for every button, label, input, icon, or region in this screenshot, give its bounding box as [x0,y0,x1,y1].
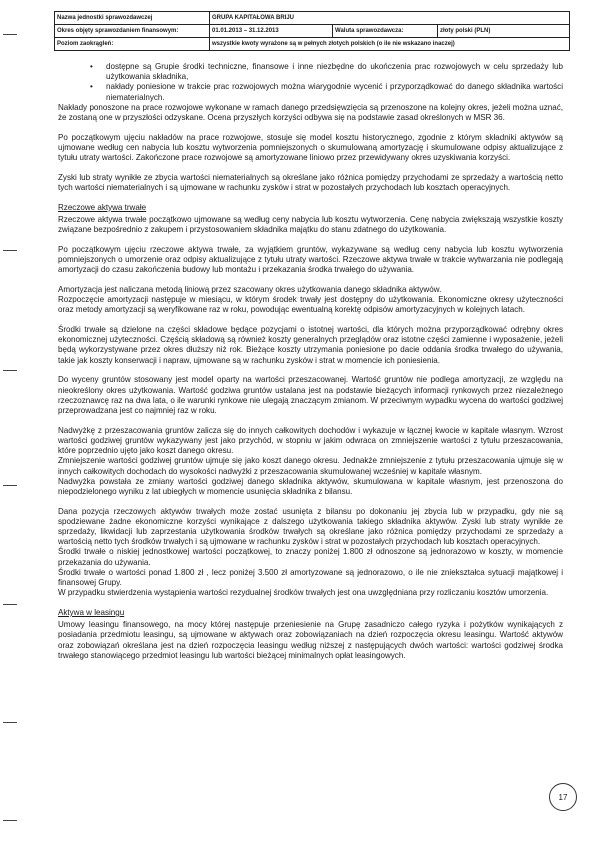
paragraph: Środki trwałe o wartości ponad 1.800 zł , lecz poniżej 3.500 zł amortyzowane są jednorazowo, o ile nie zniekształca sytuacji majątkowej i finansowej Grupy. [58,567,563,588]
rounding-label: Poziom zaokrągleń: [55,38,210,51]
entity-name-label: Nazwa jednostki sprawozdawczej [55,12,210,25]
currency-label: Waluta sprawozdawcza: [333,25,438,38]
section-heading-leased-assets: Aktywa w leasingu [58,607,125,617]
paragraph: Rzeczowe aktywa trwałe początkowo ujmowane są według ceny nabycia lub kosztu wytworzenia. Cenę nabycia zwiększają wszystkie koszty związane bezpośrednio z zakupem i przystosowaniem składnika majątku do stanu zdatnego do użytkowania. [58,214,563,235]
paragraph: Środki trwałe o niskiej jednostkowej wartości początkowej, to znaczy poniżej 1.800 zł odnoszone są jednorazowo w koszty, w momencie przekazania do używania. [58,547,563,567]
rounding-value: wszystkie kwoty wyrażone są w pełnych złotych polskich (o ile nie wskazano inaczej) [210,38,570,51]
paragraph: Umowy leasingu finansowego, na mocy której następuje przeniesienie na Grupę zasadniczo całego ryzyka i pożytków wynikających z posiadania przedmiotu leasingu, są ujmowane w aktywach oraz zobowiązaniach na dzień rozpoczęcia okresu leasingu. Wartość aktywów oraz zobowiązań określana jest na dzień rozpoczęcia leasingu według niższej z następujących dwóch wartości: wartości godziwej środka trwałego stanowiącego przedmiot leasingu lub wartości bieżącej minimalnych opłat leasingowych. [58,620,563,660]
binding-mark [3,820,17,821]
binding-mark [3,34,17,35]
page-number: 17 [549,783,577,811]
paragraph: Zyski lub straty wynikłe ze zbycia wartości niematerialnych są określane jako różnica pomiędzy przychodami ze sprzedaży a wartością netto tych wartości niematerialnych i są ujmowane w rachunku zysków i strat w pozostałych przychodach lub kosztach operacyjnych. [58,172,563,193]
report-header-table [54,11,570,51]
list-item: • nakłady poniesione w trakcie prac rozwojowych można wiarygodnie wycenić i przyporządkować do danego składnika wartości niematerialnych. [58,82,563,102]
paragraph: Po początkowym ujęciu rzeczowe aktywa trwałe, za wyjątkiem gruntów, wykazywane są według ceny nabycia lub kosztu wytworzenia pomniejszonych o umorzenie oraz odpisy aktualizujące z tytułu utraty wartości. Rzeczowe aktywa trwałe w trakcie wytwarzania nie podlegają amortyzacji do czasu zakończenia budowy lub montażu i przekazania środka trwałego do używania. [58,244,563,275]
paragraph: W przypadku stwierdzenia wystąpienia wartości rezydualnej środków trwałych jest ona uwzględniana przy rozliczaniu kosztów umorzenia. [58,588,549,598]
list-item: • dostępne są Grupie środki techniczne, finansowe i inne niezbędne do ukończenia prac rozwojowych w celu sprzedaży lub użytkowania składnika, [58,62,563,82]
paragraph: Nakłady ponoszone na prace rozwojowe wykonane w ramach danego przedsięwzięcia są przenoszone na kolejny okres, jeżeli można uznać, że zostaną one w przyszłości odzyskane. Ocena przyszłych korzyści odbywa się na podstawie zasad określonych w MSR 36. [58,102,563,123]
binding-mark [3,604,17,605]
paragraph: Zmniejszenie wartości godziwej gruntów ujmuje się jako koszt danego okresu. Jednakże zmniejszenie z tytułu przeszacowania ujmuje się w innych całkowitych dochodach do wysokości nadwyżki z przeszacowania skumulowanej wcześniej w kapitale własnym. [58,456,563,476]
binding-mark [3,722,17,723]
entity-name-value: GRUPA KAPITAŁOWA BRIJU [210,12,570,25]
period-label: Okres objęty sprawozdaniem finansowym: [55,25,210,38]
bullet-list [58,62,563,103]
period-value: 01.01.2013 – 31.12.2013 [210,25,333,38]
binding-mark [3,250,17,251]
section-heading-fixed-assets: Rzeczowe aktywa trwałe [58,202,147,212]
paragraph: Rozpoczęcie amortyzacji następuje w miesiącu, w którym środek trwały jest dostępny do użytkowania. Ekonomiczne okresy użyteczności oraz metody amortyzacji są weryfikowane raz w roku, powodując ewentualną korektę odpisów amortyzacyjnych w kolejnych latach. [58,295,563,315]
document-body [58,62,563,670]
paragraph: Środki trwałe są dzielone na części składowe będące pozycjami o istotnej wartości, dla których można przyporządkować odrębny okres ekonomicznej użyteczności. Częścią składową są również koszty generalnych przeglądów oraz istotne części zamienne i wyposażenie, jeżeli będą wykorzystywane przez okres dłuższy niż rok. Bieżące koszty utrzymania poniesione po dacie oddania środka trwałego do używania, takie jak koszty konserwacji i napraw, ujmowane są w rachunku zysków i strat w momencie ich poniesienia. [58,325,563,365]
currency-value: złoty polski (PLN) [438,25,570,38]
paragraph: Nadwyżkę z przeszacowania gruntów zalicza się do innych całkowitych dochodów i wykazuje w łącznej kwocie w kapitale własnym. Wzrost wartości godziwej gruntów wykazywany jest jako przychód, w stopniu w jakim odwraca on zmniejszenie wartości z tytułu przeszacowania, które poprzednio ujęto jako koszt danego okresu. [58,425,563,456]
paragraph: Nadwyżka powstała ze zmiany wartości godziwej danego składnika aktywów, skumulowana w kapitale własnym, jest przenoszona do niepodzielonego wyniku z lat ubiegłych w momencie usunięcia składnika z bilansu. [58,476,563,496]
binding-mark [3,485,17,486]
paragraph: Po początkowym ujęciu nakładów na prace rozwojowe, stosuje się model kosztu historycznego, zgodnie z którym składniki aktywów są ujmowane według cen nabycia lub kosztu wytworzenia pomniejszonych o skumulowaną amortyzację i skumulowane odpisy aktualizujące z tytułu utraty wartości. Zakończone prace rozwojowe są amortyzowane liniowo przez przewidywany okres uzyskiwania korzyści. [58,132,563,163]
paragraph: Dana pozycja rzeczowych aktywów trwałych może zostać usunięta z bilansu po dokonaniu jej zbycia lub w przypadku, gdy nie są spodziewane żadne ekonomiczne korzyści wynikające z dalszego użytkowania takiego składnika aktywów. Zyski lub straty wynikłe ze sprzedaży, likwidacji lub zaprzestania użytkowania środków trwałych są określane jako różnica pomiędzy przychodami ze sprzedaży a wartością netto tych środków trwałych i są ujmowane w rachunku zysków i strat w pozostałych przychodach lub kosztach operacyjnych. [58,506,563,547]
paragraph: Amortyzacja jest naliczana metodą liniową przez szacowany okres użytkowania danego składnika aktywów. [58,284,442,294]
binding-mark [3,370,17,371]
paragraph: Do wyceny gruntów stosowany jest model oparty na wartości przeszacowanej. Wartość gruntów nie podlega amortyzacji, ze względu na nieokreślony okres użytkowania. Wartość godziwa gruntów ustalana jest na podstawie bieżących informacji rynkowych przez niezależnego rzeczoznawcę raz na dwa lata, o ile warunki rynkowe nie ulegają znaczącym zmianom. W przeciwnym wypadku wycena do wartości godziwej przeprowadzana jest co najmniej raz w roku. [58,375,563,415]
